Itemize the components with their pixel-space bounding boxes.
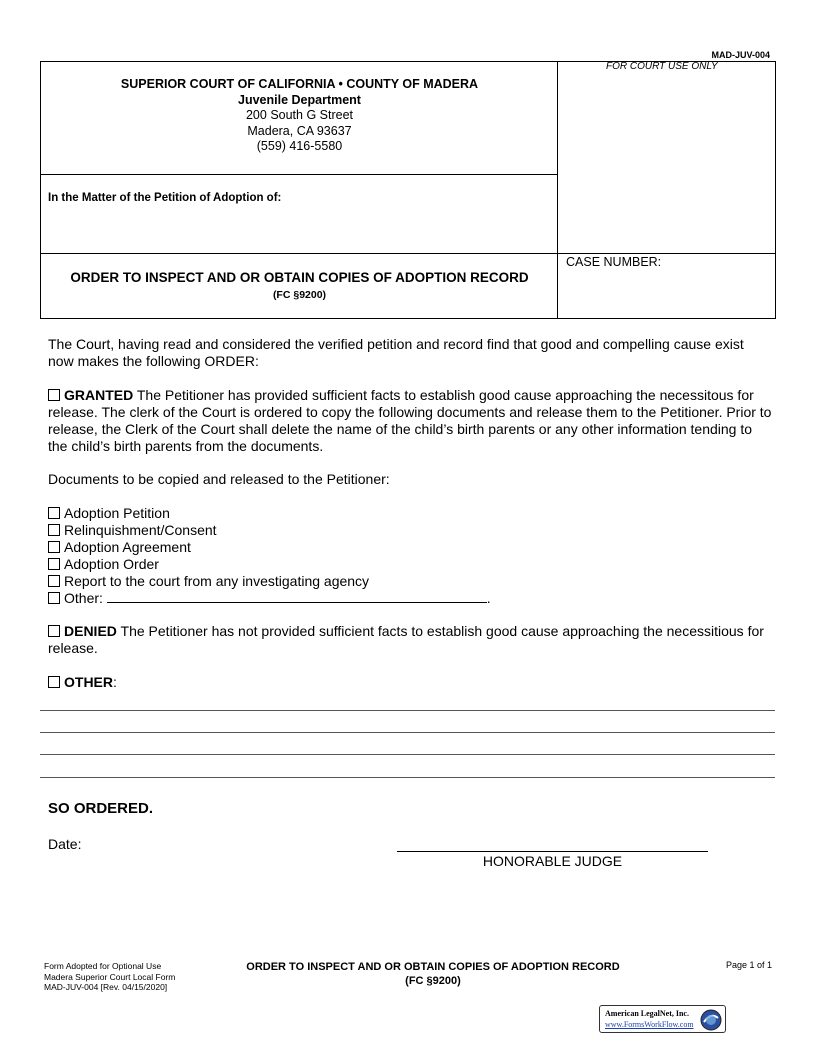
footer-title: ORDER TO INSPECT AND OR OBTAIN COPIES OF ADOPTION RECORD: [246, 961, 620, 973]
footer-center: [200, 960, 666, 988]
document-label: Other:: [64, 590, 107, 606]
other-document-field[interactable]: [107, 590, 487, 603]
page-number: Page 1 of 1: [725, 960, 772, 970]
header-divider-1: [40, 174, 558, 175]
denied-text: The Petitioner has not provided sufficient facts to establish good cause approaching the necessitious for release.: [48, 623, 764, 656]
denied-paragraph: [48, 623, 772, 657]
date-label: Date:: [48, 836, 82, 852]
header-divider-2: [40, 253, 775, 254]
court-name: SUPERIOR COURT OF CALIFORNIA • COUNTY OF MADERA: [120, 77, 479, 91]
document-label: Adoption Order: [64, 556, 159, 572]
other-line-4[interactable]: [40, 777, 775, 778]
document-item: [48, 522, 772, 539]
other-paragraph: [48, 674, 772, 691]
other-line-3[interactable]: [40, 754, 775, 755]
footer-local-form: Madera Superior Court Local Form: [44, 971, 176, 982]
granted-paragraph: [48, 387, 772, 455]
adoption-petition-checkbox[interactable]: [48, 507, 60, 519]
other-line-2[interactable]: [40, 732, 775, 733]
adoption-order-checkbox[interactable]: [48, 558, 60, 570]
footer-adopted: Form Adopted for Optional Use: [44, 961, 162, 971]
document-label: Adoption Petition: [64, 505, 170, 521]
granted-label: GRANTED: [64, 387, 134, 403]
other-line-1[interactable]: [40, 710, 775, 711]
footer-revision: MAD-JUV-004 [Rev. 04/15/2020]: [44, 982, 168, 992]
court-phone: (559) 416-5580: [256, 139, 343, 153]
document-item: [48, 556, 772, 573]
relinquishment-consent-checkbox[interactable]: [48, 524, 60, 536]
so-ordered: SO ORDERED.: [48, 800, 154, 817]
intro-paragraph: The Court, having read and considered the verified petition and record find that good and compelling cause exist now makes the following ORDER:: [48, 336, 744, 369]
matter-label: In the Matter of the Petition of Adoption of:: [48, 192, 282, 204]
other-checkbox[interactable]: [48, 676, 60, 688]
form-title: ORDER TO INSPECT AND OR OBTAIN COPIES OF ADOPTION RECORD: [70, 270, 529, 285]
form-id: MAD-JUV-004: [711, 50, 770, 60]
denied-checkbox[interactable]: [48, 625, 60, 637]
denied-label: DENIED: [64, 623, 117, 639]
document-item: [48, 505, 772, 522]
court-info: [41, 77, 558, 155]
globe-icon: [699, 1008, 723, 1032]
document-label: Report to the court from any investigating agency: [64, 573, 370, 589]
granted-text: The Petitioner has provided sufficient facts to establish good cause approaching the necessitous for release. The clerk of the Court is ordered to copy the following documents and release them to the Petitioner. Prior to release, the Clerk of the Court shall delete the name of the child’s birth parents or any other information tending to the child’s birth parents from the documents.: [48, 387, 772, 454]
court-use-only-label: FOR COURT USE ONLY: [606, 61, 718, 72]
case-number-label: CASE NUMBER:: [566, 255, 662, 269]
granted-checkbox[interactable]: [48, 389, 60, 401]
other-label: OTHER: [64, 674, 113, 690]
court-address-street: 200 South G Street: [245, 108, 353, 122]
logo-url[interactable]: www.FormsWorkFlow.com: [605, 1020, 694, 1029]
other-document-checkbox[interactable]: [48, 592, 60, 604]
documents-intro: Documents to be copied and released to the Petitioner:: [48, 471, 390, 487]
adoption-agreement-checkbox[interactable]: [48, 541, 60, 553]
document-label: Relinquishment/Consent: [64, 522, 217, 538]
form-title-code: (FC §9200): [272, 289, 327, 301]
judge-label: HONORABLE JUDGE: [482, 853, 623, 869]
footer-code: (FC §9200): [405, 975, 461, 987]
document-item: [48, 573, 772, 590]
logo-name: American LegalNet, Inc.: [605, 1009, 689, 1018]
document-item: [48, 590, 772, 607]
other-document-suffix: .: [486, 590, 491, 606]
other-colon: :: [113, 674, 117, 690]
document-label: Adoption Agreement: [64, 539, 191, 555]
legalnet-logo[interactable]: [599, 1005, 726, 1033]
documents-list: [48, 505, 772, 607]
document-item: [48, 539, 772, 556]
agency-report-checkbox[interactable]: [48, 575, 60, 587]
court-address-city: Madera, CA 93637: [247, 123, 352, 138]
footer-left: [44, 961, 175, 993]
court-department: Juvenile Department: [238, 92, 361, 107]
judge-signature-line[interactable]: [397, 851, 708, 852]
